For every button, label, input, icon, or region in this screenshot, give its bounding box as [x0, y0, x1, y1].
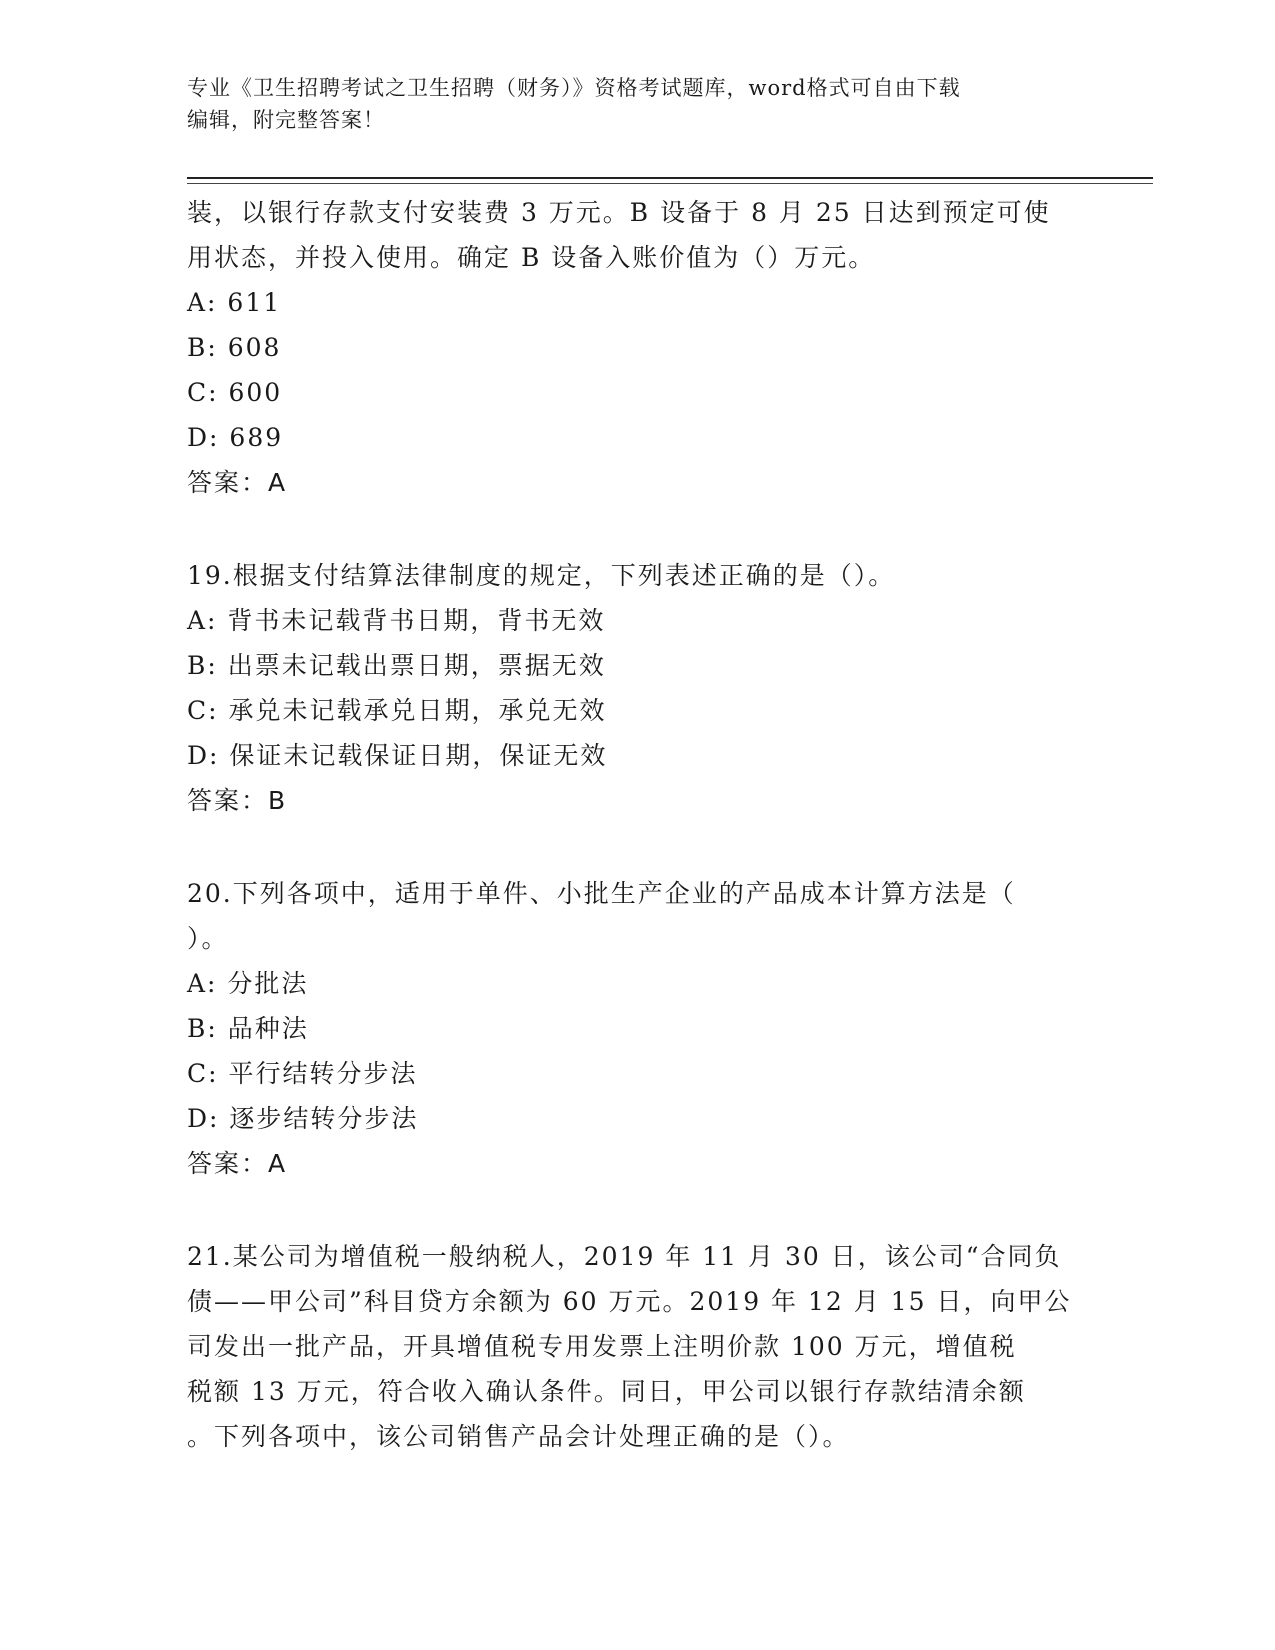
page-header [187, 72, 1067, 136]
question-18 [187, 190, 1087, 505]
option-d: D: 689 [187, 423, 284, 452]
answer-line: 答案：A [187, 1149, 288, 1178]
question-text-line: 。下列各项中，该公司销售产品会计处理正确的是（）。 [187, 1422, 850, 1451]
question-text-line: ）。 [187, 924, 229, 953]
spacer [187, 1186, 1087, 1234]
question-text-line: 债——甲公司”科目贷方余额为 60 万元。2019 年 12 月 15 日，向甲公 [187, 1287, 1072, 1316]
question-text-line: 税额 13 万元，符合收入确认条件。同日，甲公司以银行存款结清余额 [187, 1377, 1026, 1406]
question-text-line: 司发出一批产品，开具增值税专用发票上注明价款 100 万元，增值税 [187, 1332, 1017, 1361]
spacer [187, 823, 1087, 871]
answer-line: 答案：A [187, 468, 288, 497]
option-b: B: 608 [187, 333, 282, 362]
option-c: C: 平行结转分步法 [187, 1059, 418, 1088]
option-d: D: 保证未记载保证日期，保证无效 [187, 741, 608, 770]
option-a: A: 611 [187, 288, 282, 317]
option-d: D: 逐步结转分步法 [187, 1104, 419, 1133]
option-b: B: 品种法 [187, 1014, 309, 1043]
question-19 [187, 553, 1087, 823]
question-text-line: 20.下列各项中，适用于单件、小批生产企业的产品成本计算方法是（ [187, 879, 1016, 908]
header-line-1: 专业《卫生招聘考试之卫生招聘（财务）》资格考试题库，word格式可自由下载 [187, 76, 961, 100]
option-c: C: 承兑未记载承兑日期，承兑无效 [187, 696, 607, 725]
question-text-line: 用状态，并投入使用。确定 B 设备入账价值为（）万元。 [187, 243, 876, 272]
question-21 [187, 1234, 1087, 1459]
question-text-line: 19.根据支付结算法律制度的规定，下列表述正确的是（）。 [187, 561, 896, 590]
option-a: A: 分批法 [187, 969, 309, 998]
question-text-line: 装，以银行存款支付安装费 3 万元。B 设备于 8 月 25 日达到预定可使 [187, 198, 1051, 227]
header-divider-thin [187, 183, 1153, 184]
header-divider-thick [187, 177, 1153, 179]
option-b: B: 出票未记载出票日期，票据无效 [187, 651, 606, 680]
header-line-2: 编辑，附完整答案！ [187, 108, 385, 132]
option-a: A: 背书未记载背书日期，背书无效 [187, 606, 606, 635]
answer-line: 答案：B [187, 786, 288, 815]
spacer [187, 505, 1087, 553]
question-text-line: 21.某公司为增值税一般纳税人，2019 年 11 月 30 日，该公司“合同负 [187, 1242, 1062, 1271]
question-content [187, 190, 1087, 1459]
question-20 [187, 871, 1087, 1186]
option-c: C: 600 [187, 378, 283, 407]
